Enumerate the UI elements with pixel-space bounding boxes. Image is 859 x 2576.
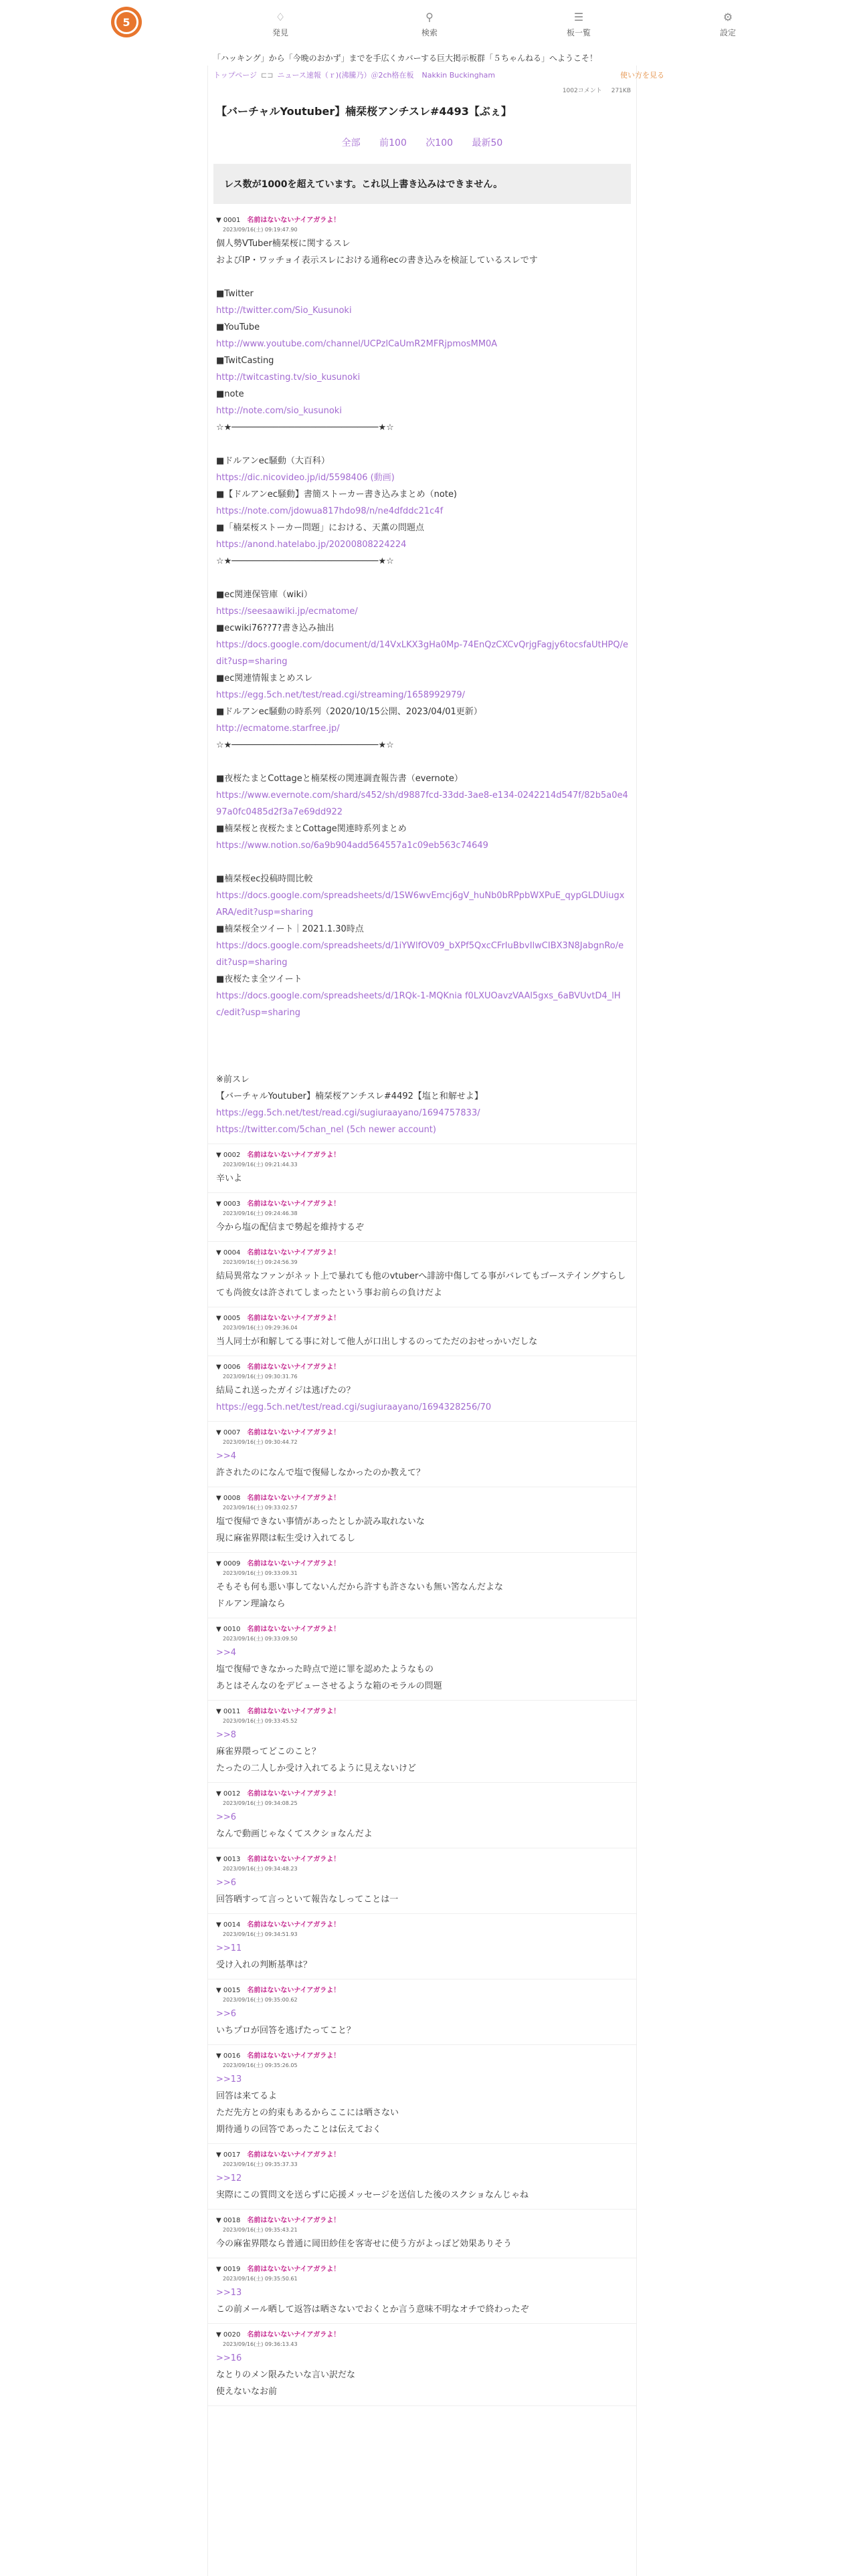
post-link[interactable]: https://www.evernote.com/shard/s452/sh/d9887fcd-33dd-3ae8-e134-0242214d547f/82b5a0e497a0fc0485d2f3a7e69dd922 [216,790,628,817]
post-number[interactable]: ▼ 0004 [216,1249,241,1257]
post-line: 辛いよ [216,1174,243,1184]
breadcrumb: トップページ ⊏⊐ ニュース速報（ｒ)(沸騰乃）＠2ch格在板 Nakkin Buckingham 使い方を見る [208,66,636,86]
post-number[interactable]: ▼ 0009 [216,1560,241,1568]
post-link[interactable]: https://anond.hatelabo.jp/20200808224224 [216,540,407,550]
post-date: 2023/09/16(土) 09:33:02.57 [223,1505,298,1511]
post-line: 塩で復帰できなかった時点で逆に罪を認めたようなもの [216,1665,434,1675]
post-header [216,1986,628,1996]
post-link[interactable]: >>6 [216,2009,237,2019]
post-line: そもそも何も悪い事してないんだから許すも許さないも無い筈なんだよな [216,1582,504,1592]
post-link[interactable]: >>16 [216,2353,242,2363]
post-link[interactable]: http://note.com/sio_kusunoki [216,406,342,416]
post-body [216,2284,628,2318]
post-number[interactable]: ▼ 0008 [216,1495,241,1502]
post-body [216,1170,628,1187]
post-line: ■夜桜たまとCottageと楠栞桜の関連調査報告書（evernote） [216,774,463,784]
pager-next-100[interactable]: 次100 [425,138,454,148]
post-line: 当人同士が和解してる事に対して他人が口出しするのってただのおせっかいだしな [216,1337,538,1347]
post-number[interactable]: ▼ 0014 [216,1921,241,1929]
post-line: ■ec関連情報まとめスレ [216,673,313,683]
post-line: ☆★────────────────────────────★☆ [216,423,394,433]
poster-name: 名前はないないナイアガラよ！ [247,217,341,224]
post-line: ※前スレ [216,1075,250,1085]
post-link[interactable]: https://docs.google.com/document/d/14VxLKX3gHa0Mp-74EnQzCXCvQrjgFagjy6tocsfaUtHPQ/edit?usp=sharing [216,640,628,667]
post-line: およびIP・ワッチョイ表示スレにおける通称ecの書き込みを検証しているスレです [216,255,538,265]
post-body [216,2350,628,2400]
post [208,1986,636,2045]
welcome-marquee: 「ハッキング」から「今晩のおかず」までを手広くカバーする巨大掲示板群「５ちゃんねる」へようこそ！ [213,53,598,63]
post-line: ■ドルアンec騒動の時系列（2020/10/15公開、2023/04/01更新） [216,707,482,717]
post-link[interactable]: https://seesaawiki.jp/ecmatome/ [216,607,358,617]
pager-latest-50[interactable]: 最新50 [472,138,503,148]
compass-icon: ♢ [275,10,286,23]
post-date: 2023/09/16(土) 09:30:44.72 [223,1439,298,1445]
poster-name: 名前はないないナイアガラよ！ [247,2331,341,2339]
post-date: 2023/09/16(土) 09:21:44.33 [223,1162,298,1168]
post-header [216,1921,628,1930]
post-line: この前メール晒して返答は晒さないでおくとか言う意味不明なオチで終わったぞ [216,2304,529,2315]
nav-search[interactable] [399,9,460,38]
post-header [216,1494,628,1503]
how-to-use-link[interactable]: 使い方を見る [620,71,664,80]
post-line: 今から塩の配信まで勢起を維持するぞ [216,1222,365,1232]
post-link[interactable]: https://egg.5ch.net/test/read.cgi/sugiuraayano/1694757833/ [216,1108,480,1118]
poster-name: 名前はないないナイアガラよ！ [247,1560,341,1568]
post-link[interactable]: https://twitter.com/5chan_nel (5ch newer account) [216,1125,436,1135]
post-link[interactable]: https://docs.google.com/spreadsheets/d/1SW6wvEmcj6gV_huNb0bRPpbWXPuE_qypGLDUiugxARA/edit?usp=sharing [216,891,625,918]
post-line: ドルアン理論なら [216,1599,286,1609]
post-date: 2023/09/16(土) 09:36:13.43 [223,2341,298,2347]
post-line: 結局これ送ったガイジは逃げたの？ [216,1386,355,1396]
search-icon: ⚲ [425,10,434,23]
post-line [216,269,628,286]
post-line [216,570,628,586]
post-line: 個人勢VTuber楠栞桜に関するスレ [216,239,351,249]
post-number[interactable]: ▼ 0011 [216,1708,241,1715]
post [208,1151,636,1193]
post-line: ■「楠栞桜ストーカー問題」における、天薫の問題点 [216,523,425,533]
post-link[interactable]: >>6 [216,1812,237,1822]
breadcrumb-board[interactable]: ニュース速報（ｒ)(沸騰乃）＠2ch格在板 [277,71,414,80]
post-link[interactable]: >>13 [216,2074,242,2084]
thread-size: 271KB [611,88,631,94]
post-line: ■ec関連保管庫（wiki） [216,590,312,600]
post-number[interactable]: ▼ 0015 [216,1987,241,1994]
post-line: 結局異常なファンがネット上で暴れても他のvtuberへ誹謗中傷してる事がバレてもゴーステイングすらしても尚彼女は許されてしまったという事お前らの負けだよ [216,1271,626,1298]
post-line: 許されたのになんで塩で復帰しなかったのか教えて？ [216,1468,425,1478]
post-line: ■ドルアンec騒動（大百科） [216,456,330,466]
post-body [216,1268,628,1301]
post-link[interactable]: http://www.youtube.com/channel/UCPzlCaUmR2MFRjpmosMM0A [216,339,498,349]
poster-name: 名前はないないナイアガラよ！ [247,2151,341,2159]
post-line: ■楠栞桜全ツイート｜2021.1.30時点 [216,924,364,934]
post-link[interactable]: >>4 [216,1451,237,1461]
post-number[interactable]: ▼ 0003 [216,1200,241,1208]
post-body [216,1874,628,1908]
post-link[interactable]: >>8 [216,1730,237,1740]
post-date: 2023/09/16(土) 09:29:36.04 [223,1325,298,1331]
post-number[interactable]: ▼ 0007 [216,1429,241,1436]
post [208,1494,636,1553]
post-line: 今の麻雀界隈なら普通に岡田紗佳を客寄せに使う方がよっぽど効果ありそう [216,2239,512,2249]
post [208,1790,636,1848]
post-link[interactable]: >>4 [216,1648,237,1658]
poster-name: 名前はないないナイアガラよ！ [247,1921,341,1929]
poster-name: 名前はないないナイアガラよ！ [247,1315,341,1322]
post-header [216,2265,628,2274]
post-line: 期待通りの回答であったことは伝えておく [216,2125,381,2135]
post-header [216,1314,628,1323]
post-body [216,1333,628,1350]
poster-name: 名前はないないナイアガラよ！ [247,1987,341,1994]
post-line: 回答晒すって言っといて報告なしってことは一 [216,1895,399,1905]
nav-discover-label: 発見 [272,28,288,37]
post-date: 2023/09/16(土) 09:30:31.76 [223,1374,298,1380]
post-line: 実際にこの質問文を送らずに応援メッセージを送信した後のスクショなんじゃね [216,2190,529,2200]
post-number[interactable]: ▼ 0020 [216,2331,241,2339]
post-date: 2023/09/16(土) 09:34:51.93 [223,1931,298,1937]
post-link[interactable]: http://twitter.com/Sio_Kusunoki [216,306,352,316]
post [208,1200,636,1242]
poster-name: 名前はないないナイアガラよ！ [247,1856,341,1863]
post-line: ただ先方との約束もあるからここには晒さない [216,2108,399,2118]
pager-prev-100[interactable]: 前100 [379,138,407,148]
post-header [216,2331,628,2340]
post-line: 麻雀界隈ってどこのこと？ [216,1747,321,1757]
post-header [216,1625,628,1634]
post-list [208,216,636,2406]
post-date: 2023/09/16(土) 09:19:47.90 [223,227,298,233]
post-date: 2023/09/16(土) 09:34:48.23 [223,1866,298,1872]
poster-name: 名前はないないナイアガラよ！ [247,1429,341,1436]
post-number[interactable]: ▼ 0012 [216,1790,241,1798]
post-body [216,1644,628,1695]
post-link[interactable]: https://dic.nicovideo.jp/id/5598406 (動画) [216,473,395,483]
poster-name: 名前はないないナイアガラよ！ [247,1249,341,1257]
nav-search-label: 検索 [421,28,438,37]
post [208,2052,636,2144]
post-number[interactable]: ▼ 0013 [216,1856,241,1863]
post-link[interactable]: >>12 [216,2173,242,2183]
post-line: ■Twitter [216,289,254,299]
post-date: 2023/09/16(土) 09:24:46.38 [223,1210,298,1216]
post-body [216,1579,628,1612]
post-header [216,1560,628,1569]
post [208,1560,636,1618]
post-body [216,2071,628,2138]
post [208,2151,636,2210]
post-date: 2023/09/16(土) 09:33:09.50 [223,1636,298,1642]
post-link[interactable]: http://twitcasting.tv/sio_kusunoki [216,372,361,383]
post-link[interactable]: >>6 [216,1878,237,1888]
post [208,2331,636,2406]
post-line: あとはそんなのをデビューさせるような箱のモラルの問題 [216,1681,442,1691]
post-date: 2023/09/16(土) 09:35:50.61 [223,2276,298,2282]
post-header [216,1428,628,1438]
post-header [216,1707,628,1717]
post-date: 2023/09/16(土) 09:34:08.25 [223,1800,298,1806]
post-number[interactable]: ▼ 0019 [216,2266,241,2273]
post-body [216,2006,628,2039]
post-header [216,216,628,225]
post-date: 2023/09/16(土) 09:35:37.33 [223,2161,298,2167]
post [208,2216,636,2258]
post-line: なとりのメン限みたいな言い訳だな [216,2370,356,2380]
thread-meta [208,86,636,99]
post-line: 使えないなお前 [216,2387,278,2397]
post-line: ■楠栞桜ec投稿時間比較 [216,874,313,884]
post-line [216,1038,628,1055]
poster-name: 名前はないないナイアガラよ！ [247,1152,341,1159]
post-link[interactable]: https://docs.google.com/spreadsheets/d/1iYWlfOV09_bXPf5QxcCFrIuBbvIlwCIBX3N8JabgnRo/edit?usp=sharing [216,941,624,968]
post [208,1921,636,1979]
post-number[interactable]: ▼ 0005 [216,1315,241,1322]
post-header [216,2216,628,2226]
post [208,216,636,1144]
poster-name: 名前はないないナイアガラよ！ [247,1200,341,1208]
poster-name: 名前はないないナイアガラよ！ [247,1364,341,1371]
post-line: いちプロが回答を逃げたってこと？ [216,2026,356,2036]
nav-board-list-label: 板一覧 [566,28,591,37]
poster-name: 名前はないないナイアガラよ！ [247,2217,341,2224]
post-header [216,2151,628,2160]
post-line [216,754,628,770]
post [208,1363,636,1422]
post-body [216,1382,628,1416]
post-body [216,2170,628,2204]
site-logo[interactable] [111,7,142,37]
post-number[interactable]: ▼ 0001 [216,217,241,224]
post-line: 塩で復帰できない事情があったとしか読み取れないな [216,1517,425,1527]
nav-settings[interactable] [698,9,758,38]
post-line: ■【ドルアンec騒動】書簡ストーカー書き込みまとめ（note) [216,490,458,500]
post-line: 受け入れの判断基準は？ [216,1960,312,1970]
poster-name: 名前はないないナイアガラよ！ [247,1626,341,1633]
post-line: 現に麻雀界隈は転生受け入れてるし [216,1533,356,1543]
post [208,2265,636,2324]
post-line: ■note [216,389,244,399]
post-number[interactable]: ▼ 0002 [216,1152,241,1159]
post [208,1428,636,1487]
post-number[interactable]: ▼ 0017 [216,2151,241,2159]
post-body [216,1727,628,1777]
post-link[interactable]: https://egg.5ch.net/test/read.cgi/streaming/1658992979/ [216,690,466,700]
post-link[interactable]: >>11 [216,1943,242,1953]
post-line: 【バーチャルYoutuber】楠栞桜アンチスレ#4492【塩と和解せよ】 [216,1091,483,1101]
post-body [216,1940,628,1973]
post-header [216,1249,628,1258]
post-line [216,436,628,453]
post-link[interactable]: >>13 [216,2288,242,2298]
post-number[interactable]: ▼ 0010 [216,1626,241,1633]
poster-name: 名前はないないナイアガラよ！ [247,2266,341,2273]
list-icon: ☰ [573,10,584,23]
post-header [216,2052,628,2061]
thread-title: 【バーチャルYoutuber】楠栞桜アンチスレ#4493【ぶぇ】 [216,105,512,118]
post-date: 2023/09/16(土) 09:24:56.39 [223,1259,298,1265]
post-line: 回答は来てるよ [216,2091,278,2101]
post-link[interactable]: http://ecmatome.starfree.jp/ [216,724,340,734]
pager [208,129,636,164]
post-link[interactable]: https://egg.5ch.net/test/read.cgi/sugiuraayano/1694328256/70 [216,1402,492,1412]
post-body [216,1448,628,1481]
post-line: ■TwitCasting [216,356,274,366]
post [208,1249,636,1307]
post-number[interactable]: ▼ 0018 [216,2217,241,2224]
thread-column [207,66,664,2576]
post-number[interactable]: ▼ 0006 [216,1364,241,1371]
post-header [216,1151,628,1160]
post [208,1625,636,1701]
post-line: ■楠栞桜と夜桜たまとCottage関連時系列まとめ [216,824,407,834]
post-number[interactable]: ▼ 0016 [216,2052,241,2060]
logo-mark: 5 [114,10,138,34]
post-link[interactable]: https://note.com/jdowua817hdo98/n/ne4dfddc21c4f [216,506,444,516]
post-date: 2023/09/16(土) 09:35:00.62 [223,1997,298,2003]
post-line [216,854,628,871]
post-link[interactable]: https://docs.google.com/spreadsheets/d/1RQk-1-MQKnia f0LXUOavzVAAl5gxs_6aBVUvtD4_lHc/edit?usp=sharing [216,991,621,1018]
post-line: たったの二人しか受け入れてるように見えないけど [216,1763,417,1774]
post-line [216,1021,628,1038]
post [208,1314,636,1356]
post-body [216,235,628,1138]
post-line: ☆★────────────────────────────★☆ [216,556,394,566]
breadcrumb-extra[interactable]: Nakkin Buckingham [421,71,496,80]
post-body [216,1513,628,1547]
top-navigation [0,0,859,51]
poster-name: 名前はないないナイアガラよ！ [247,1708,341,1715]
post-link[interactable]: https://www.notion.so/6a9b904add564557a1c09eb563c74649 [216,841,488,851]
post-date: 2023/09/16(土) 09:33:09.31 [223,1570,298,1576]
breadcrumb-home[interactable]: トップページ [213,71,258,80]
poster-name: 名前はないないナイアガラよ！ [247,1495,341,1502]
post-header [216,1855,628,1864]
post-body [216,1809,628,1842]
post [208,1855,636,1914]
gear-icon: ⚙ [723,10,733,23]
post-body [216,2236,628,2252]
post-date: 2023/09/16(土) 09:33:45.52 [223,1718,298,1724]
comment-count: 1002コメント [562,88,602,94]
post-line: ■YouTube [216,322,260,332]
post-header [216,1790,628,1799]
post-body [216,1219,628,1236]
post-line: ■夜桜たま全ツイート [216,974,302,984]
poster-name: 名前はないないナイアガラよ！ [247,1790,341,1798]
post-header [216,1200,628,1209]
post-line: なんで動画じゃなくてスクショなんだよ [216,1829,373,1839]
nav-board-list[interactable] [549,9,609,38]
post-line [216,1055,628,1071]
nav-discover[interactable] [250,9,310,38]
poster-name: 名前はないないナイアガラよ！ [247,2052,341,2060]
pager-all[interactable]: 全部 [341,138,361,148]
post-line: ☆★────────────────────────────★☆ [216,740,394,750]
post [208,1707,636,1783]
post-date: 2023/09/16(土) 09:35:26.05 [223,2062,298,2068]
post-line: ■ecwiki76??7?書き込み抽出 [216,623,335,633]
post-date: 2023/09/16(土) 09:35:43.21 [223,2227,298,2233]
post-header [216,1363,628,1372]
thread-closed-notice: レス数が1000を超えています。これ以上書き込みはできません。 [213,164,631,204]
nav-settings-label: 設定 [719,28,736,37]
